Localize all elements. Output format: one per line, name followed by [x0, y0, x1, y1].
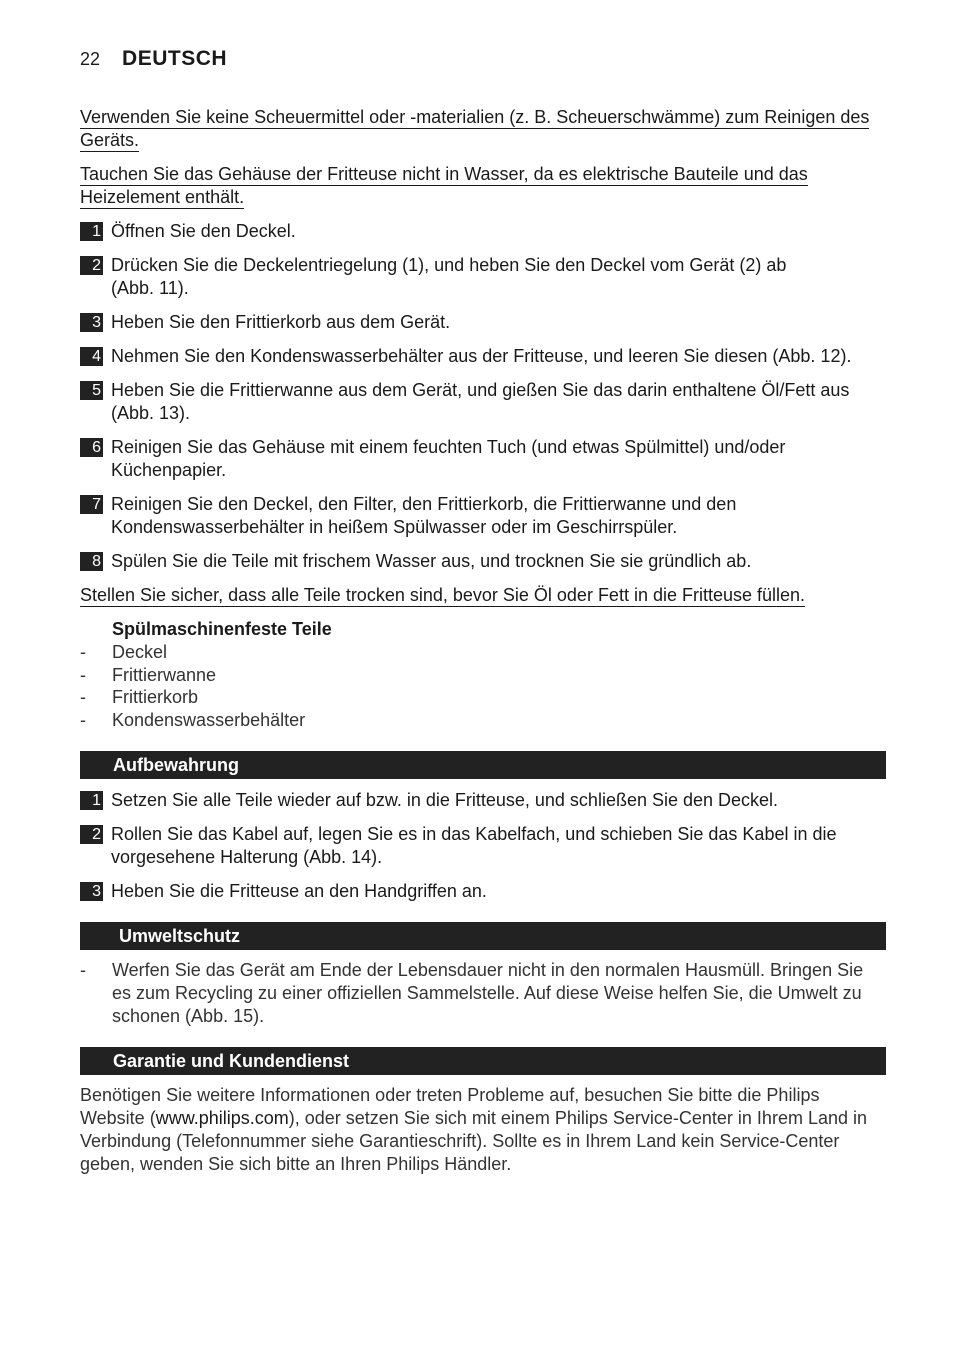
- step-number: 8: [80, 552, 103, 571]
- step-number: 4: [80, 347, 103, 366]
- step-text: Setzen Sie alle Teile wieder auf bzw. in die Fritteuse, und schließen Sie den Deckel.: [111, 790, 779, 810]
- list-dash: -: [80, 710, 86, 730]
- step-text: Drücken Sie die Deckelentriegelung (1), und heben Sie den Deckel vom Gerät (2) ab (Abb. 11).: [111, 255, 787, 298]
- step-text: Rollen Sie das Kabel auf, legen Sie es in das Kabelfach, und schieben Sie das Kabel in die vorgesehene Halterung (Abb. 14).: [111, 824, 837, 867]
- page-number: 22: [80, 49, 101, 69]
- warning-dry: [80, 584, 886, 607]
- list-item: [80, 664, 886, 687]
- step-number: 2: [80, 256, 103, 275]
- step-number: 5: [80, 381, 103, 400]
- list-dash: -: [80, 665, 86, 685]
- environment-text: Werfen Sie das Gerät am Ende der Lebensdauer nicht in den normalen Hausmüll. Bringen Sie es zum Recycling zu einer offiziellen Sammelstelle. Auf diese Weise helfen Sie, die Umwelt zu schonen (Abb. 15).: [112, 960, 864, 1026]
- step-number: 1: [80, 791, 103, 810]
- language-heading: DEUTSCH: [122, 47, 228, 70]
- warranty-text-start: Benötigen Sie weitere Informationen oder treten Probleme auf, besuchen Sie bitte die Philips Website (: [80, 1085, 820, 1128]
- list-item: [80, 641, 886, 664]
- warning-line: Heizelement enthält.: [80, 187, 245, 207]
- section-heading-environment: Umweltschutz: [80, 922, 886, 950]
- list-item-text: Frittierwanne: [112, 665, 217, 685]
- cleaning-step: [80, 220, 886, 243]
- warning-water: [80, 163, 886, 209]
- list-dash: -: [80, 642, 86, 662]
- warning-abrasive: [80, 106, 886, 152]
- step-number: 1: [80, 222, 103, 241]
- warranty-text: [80, 1084, 886, 1176]
- warning-line: Verwenden Sie keine Scheuermittel oder -materialien (z. B. Scheuerschwämme) zum Reinigen des: [80, 107, 870, 127]
- cleaning-step: [80, 436, 820, 482]
- list-dash: -: [80, 960, 86, 980]
- step-number: 6: [80, 438, 103, 457]
- philips-website-link[interactable]: www.philips.com: [155, 1108, 289, 1128]
- section-heading-warranty: Garantie und Kundendienst: [80, 1047, 886, 1075]
- step-text: Nehmen Sie den Kondenswasserbehälter aus der Fritteuse, und leeren Sie diesen (Abb. 12).: [111, 346, 852, 366]
- cleaning-step: [80, 379, 855, 425]
- step-number: 7: [80, 495, 103, 514]
- step-number: 2: [80, 825, 103, 844]
- cleaning-step: [80, 345, 886, 368]
- warning-line: Geräts.: [80, 130, 140, 150]
- list-item: [80, 686, 886, 709]
- step-text: Reinigen Sie das Gehäuse mit einem feuchten Tuch (und etwas Spülmittel) und/oder Küchenpapier.: [111, 437, 786, 480]
- warranty-text-end: ), oder setzen Sie sich mit einem Philips Service-Center in Ihrem Land in Verbindung (Telefonnummer siehe Garantieschrift). Sollte es in Ihrem Land kein Service-Center geben, wenden Sie sich bitte an Ihren Philips Händler.: [80, 1108, 867, 1174]
- list-item-text: Deckel: [112, 642, 168, 662]
- step-text: Heben Sie die Frittierwanne aus dem Gerät, und gießen Sie das darin enthaltene Öl/Fett aus (Abb. 13).: [111, 380, 850, 423]
- cleaning-step: [80, 311, 886, 334]
- storage-step: [80, 880, 886, 903]
- list-dash: -: [80, 687, 86, 707]
- environment-item: [80, 959, 886, 1028]
- section-heading-storage: Aufbewahrung: [80, 751, 886, 779]
- cleaning-step: [80, 493, 780, 539]
- storage-step: [80, 789, 886, 812]
- cleaning-step: [80, 550, 886, 573]
- list-item: [80, 709, 886, 732]
- list-item-text: Frittierkorb: [112, 687, 199, 707]
- dishwasher-title: Spülmaschinenfeste Teile: [112, 619, 332, 639]
- list-item-text: Kondenswasserbehälter: [112, 710, 306, 730]
- step-text: Heben Sie die Fritteuse an den Handgriffen an.: [111, 881, 487, 901]
- step-text: Spülen Sie die Teile mit frischem Wasser aus, und trocknen Sie sie gründlich ab.: [111, 551, 752, 571]
- step-number: 3: [80, 882, 103, 901]
- step-text: Reinigen Sie den Deckel, den Filter, den Frittierkorb, die Frittierwanne und den Kondenswasserbehälter in heißem Spülwasser oder im Geschirrspüler.: [111, 494, 737, 537]
- storage-step: [80, 823, 850, 869]
- step-number: 3: [80, 313, 103, 332]
- page-header: [80, 47, 227, 75]
- warning-line: Tauchen Sie das Gehäuse der Fritteuse nicht in Wasser, da es elektrische Bauteile und das: [80, 164, 808, 184]
- step-text: Öffnen Sie den Deckel.: [111, 221, 296, 241]
- step-text: Heben Sie den Frittierkorb aus dem Gerät.: [111, 312, 451, 332]
- warning-line: Stellen Sie sicher, dass alle Teile trocken sind, bevor Sie Öl oder Fett in die Fritteuse füllen.: [80, 585, 806, 605]
- cleaning-step: [80, 254, 800, 300]
